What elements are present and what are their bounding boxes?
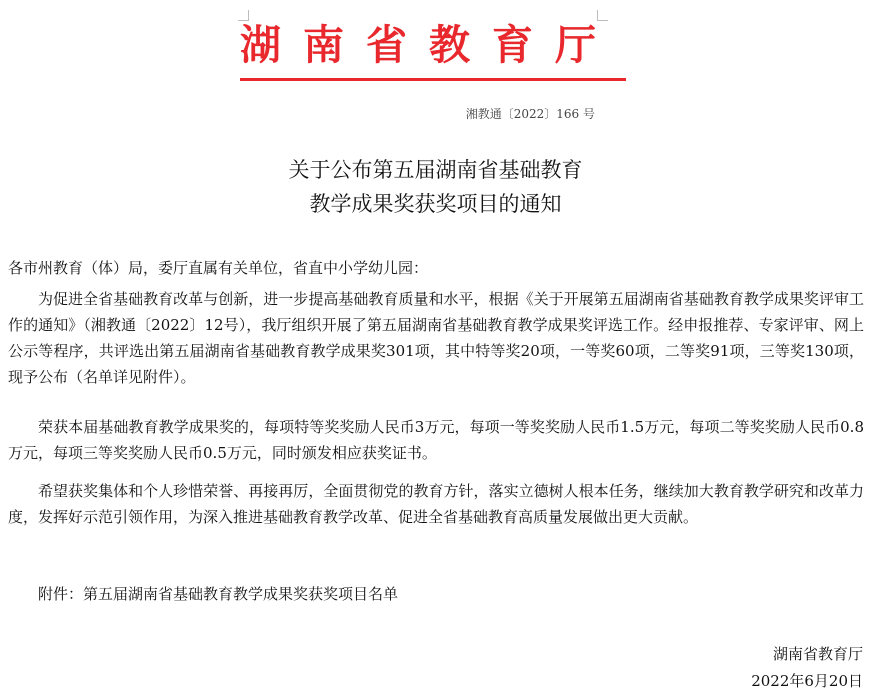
header-red-rule	[240, 78, 626, 81]
crop-mark-top-right	[597, 10, 608, 21]
body-paragraph-2: 荣获本届基础教育教学成果奖的，每项特等奖奖励人民币3万元，每项一等奖奖励人民币1.5万元，每项二等奖奖励人民币0.8万元，每项三等奖奖励人民币0.5万元，同时颁发相应获奖证书。	[8, 418, 864, 462]
document-title-line-1: 关于公布第五届湖南省基础教育	[288, 158, 583, 182]
document-title-line-2: 教学成果奖获奖项目的通知	[309, 192, 562, 216]
body-paragraph-3: 希望获奖集体和个人珍惜荣誉、再接再厉，全面贯彻党的教育方针，落实立德树人根本任务，继续加大教育教学研究和改革力度，发挥好示范引领作用，为深入推进基础教育教学改革、促进全省基础教育高质量发展做出更大贡献。	[8, 482, 864, 526]
document-header-org-name: 湖南省教育厅	[240, 21, 596, 69]
document-number: 湘教通〔2022〕166 号	[465, 107, 595, 121]
salutation: 各市州教育（体）局，委厅直属有关单位，省直中小学幼儿园：	[8, 259, 429, 277]
signature-org: 湖南省教育厅	[772, 645, 863, 663]
signature-date: 2022年6月20日	[751, 672, 863, 690]
body-paragraph-1: 为促进全省基础教育改革与创新，进一步提高基础教育质量和水平，根据《关于开展第五届湖南省基础教育教学成果奖评审工作的通知》（湘教通〔2022〕12号），我厅组织开展了第五届湖南省基础教育教学成果奖评选工作。经申报推荐、专家评审、网上公示等程序，共评选出第五届湖南省基础教育教学成果奖301项，其中特等奖20项，一等奖60项，二等奖91项，三等奖130项，现予公布（名单详见附件）。	[8, 290, 864, 386]
attachment-line: 附件：第五届湖南省基础教育教学成果奖获奖项目名单	[38, 585, 399, 603]
